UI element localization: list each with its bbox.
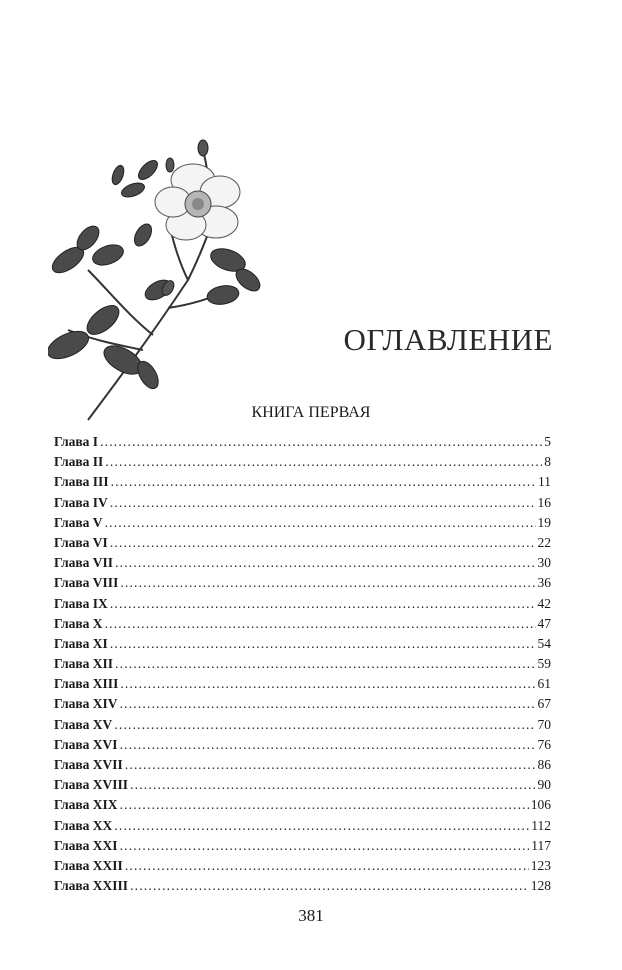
toc-entry-page: 123 <box>530 857 551 873</box>
page-title: ОГЛАВЛЕНИЕ <box>343 322 553 357</box>
toc-entry <box>54 694 551 714</box>
toc-entry-label: Глава V <box>54 514 103 530</box>
dot-leader <box>120 694 536 714</box>
toc-entry <box>54 533 551 553</box>
toc-entry-label: Глава XV <box>54 716 113 732</box>
toc-entry-page: 70 <box>537 716 551 732</box>
toc-entry-page: 86 <box>537 757 551 772</box>
toc-entry-label: Глава I <box>54 434 99 449</box>
dot-leader <box>130 876 529 896</box>
toc-entry <box>54 452 551 472</box>
toc-entry-page: 8 <box>544 454 551 470</box>
dot-leader <box>110 594 536 614</box>
toc-entry-label: Глава XIX <box>54 797 118 813</box>
toc-entry-label: Глава XXIII <box>54 878 129 894</box>
toc-entry <box>54 715 551 735</box>
toc-entry <box>54 735 551 755</box>
dot-leader <box>110 493 536 513</box>
toc-entry-page: 106 <box>530 797 551 813</box>
toc-entry-label: Глава XIV <box>54 696 118 712</box>
toc-entry-page: 36 <box>537 575 551 591</box>
toc-entry <box>54 472 551 492</box>
dot-leader <box>114 816 529 836</box>
toc-entry-page: 54 <box>537 635 551 651</box>
toc-entry <box>54 836 551 856</box>
toc-entry <box>54 816 551 836</box>
toc-entry <box>54 594 551 614</box>
toc-entry-label: Глава II <box>54 454 104 470</box>
dot-leader <box>110 533 536 553</box>
toc-entry-label: Глава X <box>54 615 103 631</box>
toc-entry-label: Глава IX <box>54 595 108 611</box>
page-number: 381 <box>298 906 324 925</box>
toc-entry-page: 76 <box>537 736 551 752</box>
toc-entry-page: 30 <box>537 555 551 571</box>
toc-entry-page: 22 <box>537 534 551 550</box>
toc-entry <box>54 654 551 674</box>
toc-entry <box>54 755 551 775</box>
dot-leader <box>114 715 535 735</box>
dot-leader <box>105 614 536 634</box>
table-of-contents <box>54 432 551 896</box>
toc-entry-label: Глава VIII <box>54 575 119 591</box>
toc-entry-label: Глава XVIII <box>54 777 129 793</box>
book-title: КНИГА ПЕРВАЯ <box>251 404 371 421</box>
toc-entry-label: Глава IV <box>54 494 108 510</box>
toc-entry-page: 16 <box>537 494 551 510</box>
dot-leader <box>120 674 535 694</box>
toc-entry <box>54 513 551 533</box>
dot-leader <box>125 856 529 876</box>
toc-entry <box>54 573 551 593</box>
toc-entry-label: Глава XIII <box>54 676 119 692</box>
toc-entry-page: 19 <box>537 514 551 530</box>
toc-entry-label: Глава XVII <box>54 757 123 772</box>
toc-entry-label: Глава XXII <box>54 857 123 873</box>
toc-entry-page: 61 <box>537 676 551 692</box>
toc-entry <box>54 795 551 815</box>
toc-entry <box>54 674 551 694</box>
dot-leader <box>120 836 530 856</box>
toc-entry-page: 42 <box>537 595 551 611</box>
dot-leader <box>100 432 542 452</box>
dot-leader <box>120 795 529 815</box>
toc-entry-page: 90 <box>537 777 551 793</box>
toc-entry-page: 59 <box>537 656 551 672</box>
toc-entry-page: 5 <box>544 434 551 449</box>
dot-leader <box>115 553 535 573</box>
toc-entry <box>54 775 551 795</box>
toc-entry <box>54 432 551 452</box>
toc-entry-page: 47 <box>537 615 551 631</box>
toc-entry <box>54 493 551 513</box>
dot-leader <box>110 634 536 654</box>
toc-entry <box>54 553 551 573</box>
toc-entry <box>54 876 551 896</box>
toc-entry-page: 11 <box>538 474 551 490</box>
toc-entry <box>54 856 551 876</box>
toc-entry-label: Глава VII <box>54 555 114 571</box>
dot-leader <box>115 654 535 674</box>
toc-entry <box>54 634 551 654</box>
toc-entry-page: 128 <box>530 878 551 894</box>
dot-leader <box>105 513 536 533</box>
dot-leader <box>111 472 536 492</box>
toc-entry-page: 112 <box>531 817 551 833</box>
dot-leader <box>120 573 535 593</box>
toc-entry-label: Глава XX <box>54 817 113 833</box>
toc-entry-page: 67 <box>537 696 551 712</box>
toc-entry-label: Глава XXI <box>54 837 118 853</box>
dot-leader <box>120 735 536 755</box>
toc-entry-page: 117 <box>531 837 551 853</box>
toc-entry-label: Глава XII <box>54 656 114 672</box>
dot-leader <box>130 775 535 795</box>
toc-entry-label: Глава III <box>54 474 109 490</box>
rose-illustration <box>48 130 278 430</box>
toc-entry-label: Глава XI <box>54 635 108 651</box>
toc-entry-label: Глава VI <box>54 534 108 550</box>
toc-entry <box>54 614 551 634</box>
toc-entry-label: Глава XVI <box>54 736 118 752</box>
dot-leader <box>125 755 536 775</box>
dot-leader <box>105 452 542 472</box>
